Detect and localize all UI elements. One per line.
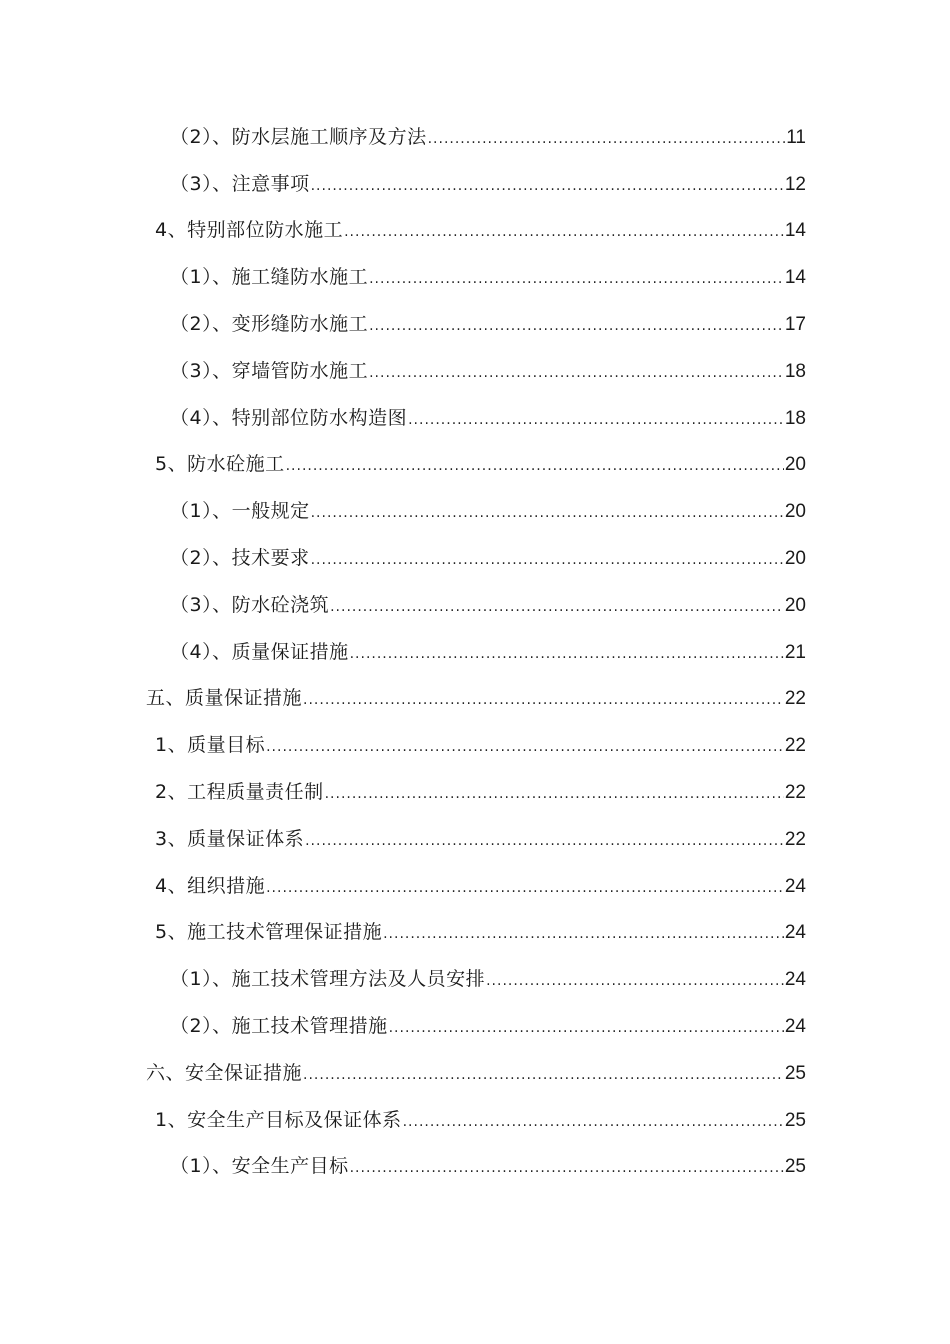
toc-entry-label: （3）、穿墙管防水施工 xyxy=(170,359,369,382)
toc-entry-label: 六、安全保证措施 xyxy=(146,1061,303,1084)
toc-page-number: 24 xyxy=(784,1016,806,1038)
toc-dot-leader xyxy=(403,1114,784,1130)
toc-page-number: 20 xyxy=(784,594,806,616)
toc-entry[interactable] xyxy=(0,252,950,299)
toc-entry-label: 1、安全生产目标及保证体系 xyxy=(155,1108,402,1131)
toc-dot-leader xyxy=(266,880,784,896)
toc-entry-label: 4、特别部位防水施工 xyxy=(155,219,344,242)
toc-entry[interactable] xyxy=(0,1095,950,1142)
toc-entry[interactable] xyxy=(0,580,950,627)
toc-page-number: 14 xyxy=(784,267,806,289)
toc-page-number: 11 xyxy=(786,126,806,148)
toc-entry[interactable] xyxy=(0,720,950,767)
toc-page-number: 24 xyxy=(784,875,806,897)
toc-entry[interactable] xyxy=(0,393,950,440)
toc-page-number: 20 xyxy=(784,454,806,476)
toc-entry-label: 5、施工技术管理保证措施 xyxy=(155,921,383,944)
toc-entry[interactable] xyxy=(0,206,950,253)
toc-dot-leader xyxy=(486,973,784,989)
toc-entry[interactable] xyxy=(0,861,950,908)
toc-entry[interactable] xyxy=(0,954,950,1001)
toc-page-number: 22 xyxy=(784,735,806,757)
toc-entry-label: （4）、特别部位防水构造图 xyxy=(170,406,408,429)
toc-entry[interactable] xyxy=(0,533,950,580)
toc-page-number: 24 xyxy=(784,922,806,944)
toc-entry[interactable] xyxy=(0,674,950,721)
toc-entry[interactable] xyxy=(0,767,950,814)
toc-dot-leader xyxy=(303,1067,784,1083)
toc-page-number: 20 xyxy=(784,501,806,523)
toc-dot-leader xyxy=(266,739,784,755)
toc-page-number: 21 xyxy=(784,641,806,663)
table-of-contents xyxy=(0,112,950,1188)
toc-entry-label: （1）、施工技术管理方法及人员安排 xyxy=(170,968,486,991)
toc-page-number: 22 xyxy=(784,828,806,850)
toc-page-number: 18 xyxy=(784,360,806,382)
toc-entry[interactable] xyxy=(0,486,950,533)
toc-page-number: 22 xyxy=(784,688,806,710)
toc-entry-label: （1）、安全生产目标 xyxy=(170,1155,349,1178)
toc-dot-leader xyxy=(428,131,786,147)
toc-dot-leader xyxy=(369,318,784,334)
toc-entry[interactable] xyxy=(0,159,950,206)
toc-entry-label: （1）、施工缝防水施工 xyxy=(170,266,369,289)
toc-dot-leader xyxy=(311,178,784,194)
toc-entry-label: （2）、施工技术管理措施 xyxy=(170,1015,388,1038)
toc-dot-leader xyxy=(330,599,784,615)
toc-entry-label: （4）、质量保证措施 xyxy=(170,640,349,663)
toc-entry-label: 五、质量保证措施 xyxy=(146,687,303,710)
toc-page-number: 24 xyxy=(784,969,806,991)
toc-entry-label: 2、工程质量责任制 xyxy=(155,781,324,804)
toc-entry[interactable] xyxy=(0,440,950,487)
toc-entry[interactable] xyxy=(0,814,950,861)
toc-entry[interactable] xyxy=(0,1048,950,1095)
toc-entry-label: 4、组织措施 xyxy=(155,874,266,897)
toc-page-number: 12 xyxy=(784,173,806,195)
toc-dot-leader xyxy=(305,833,784,849)
toc-entry[interactable] xyxy=(0,112,950,159)
toc-dot-leader xyxy=(344,224,784,240)
toc-page-number: 25 xyxy=(784,1156,806,1178)
toc-dot-leader xyxy=(286,458,784,474)
toc-dot-leader xyxy=(325,786,784,802)
toc-entry-label: （3）、防水砼浇筑 xyxy=(170,593,330,616)
toc-dot-leader xyxy=(350,646,784,662)
toc-entry-label: 3、质量保证体系 xyxy=(155,827,305,850)
toc-entry[interactable] xyxy=(0,299,950,346)
toc-entry-label: （2）、变形缝防水施工 xyxy=(170,313,369,336)
toc-dot-leader xyxy=(369,365,784,381)
toc-entry[interactable] xyxy=(0,1001,950,1048)
toc-dot-leader xyxy=(369,271,784,287)
toc-entry[interactable] xyxy=(0,346,950,393)
toc-entry-label: （1）、一般规定 xyxy=(170,500,310,523)
toc-dot-leader xyxy=(303,692,784,708)
toc-entry[interactable] xyxy=(0,1142,950,1189)
toc-page-number: 14 xyxy=(784,220,806,242)
toc-dot-leader xyxy=(389,1020,784,1036)
toc-entry[interactable] xyxy=(0,908,950,955)
toc-page-number: 25 xyxy=(784,1062,806,1084)
toc-page-number: 20 xyxy=(784,548,806,570)
toc-page-number: 18 xyxy=(784,407,806,429)
toc-dot-leader xyxy=(311,552,784,568)
toc-dot-leader xyxy=(383,926,784,942)
toc-entry[interactable] xyxy=(0,627,950,674)
toc-dot-leader xyxy=(350,1160,784,1176)
toc-page-number: 17 xyxy=(784,314,806,336)
toc-page-number: 25 xyxy=(784,1109,806,1131)
toc-entry-label: （2）、技术要求 xyxy=(170,547,310,570)
toc-dot-leader xyxy=(408,412,784,428)
toc-entry-label: （2）、防水层施工顺序及方法 xyxy=(170,125,427,148)
toc-entry-label: 5、防水砼施工 xyxy=(155,453,285,476)
toc-page-number: 22 xyxy=(784,782,806,804)
toc-dot-leader xyxy=(311,505,784,521)
toc-entry-label: 1、质量目标 xyxy=(155,734,266,757)
toc-entry-label: （3）、注意事项 xyxy=(170,172,310,195)
